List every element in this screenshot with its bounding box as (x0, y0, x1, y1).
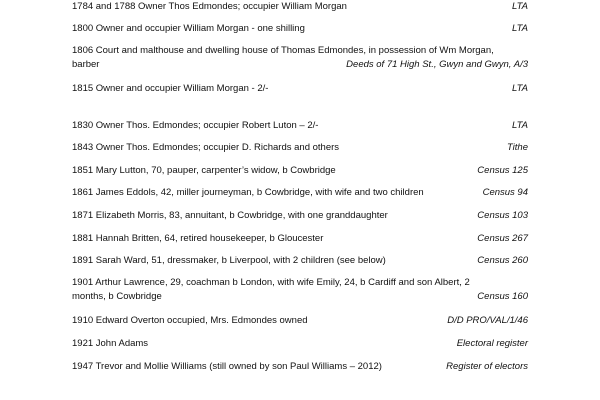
entry-text: 1910 Edward Overton occupied, Mrs. Edmondes owned (72, 315, 308, 326)
entry-source: Tithe (506, 142, 528, 153)
entry-1871 (72, 209, 528, 223)
entry-1851 (72, 164, 528, 178)
entry-1800 (72, 22, 528, 36)
entry-text: 1891 Sarah Ward, 51, dressmaker, b Liverpool, with 2 children (see below) (72, 255, 386, 266)
entry-1881 (72, 232, 528, 246)
entry-1861 (72, 186, 528, 200)
entry-source: LTA (511, 1, 528, 12)
entry-text-continued: months, b Cowbridge (72, 291, 162, 302)
entry-source: Census 160 (477, 291, 528, 302)
entry-text: 1815 Owner and occupier William Morgan - 2/- (72, 83, 269, 94)
entry-1947 (72, 360, 528, 374)
entry-text: 1830 Owner Thos. Edmondes; occupier Robert Luton – 2/- (72, 120, 319, 131)
entry-text: 1851 Mary Lutton, 70, pauper, carpenter’s widow, b Cowbridge (72, 165, 336, 176)
entry-text: 1784 and 1788 Owner Thos Edmondes; occupier William Morgan (72, 1, 347, 12)
entry-text: 1921 John Adams (72, 338, 149, 349)
entry-source: Register of electors (446, 361, 528, 372)
entry-source: Census 94 (482, 187, 528, 198)
entry-1784 (72, 0, 528, 14)
entry-1830 (72, 119, 528, 133)
entry-1843 (72, 141, 528, 155)
entry-source: D/D PRO/VAL/1/46 (447, 315, 528, 326)
entry-text: 1861 James Eddols, 42, miller journeyman, b Cowbridge, with wife and two children (72, 187, 424, 198)
entry-text: 1947 Trevor and Mollie Williams (still owned by son Paul Williams – 2012) (72, 361, 382, 372)
entry-1815 (72, 82, 528, 96)
entry-source: Census 260 (477, 255, 528, 266)
entry-text: 1881 Hannah Britten, 64, retired housekeeper, b Gloucester (72, 233, 324, 244)
entry-text: 1800 Owner and occupier William Morgan - one shilling (72, 23, 305, 34)
entry-1910 (72, 314, 528, 328)
entry-text: 1871 Elizabeth Morris, 83, annuitant, b Cowbridge, with one granddaughter (72, 210, 388, 221)
entry-source: Census 125 (477, 165, 528, 176)
entry-text: 1901 Arthur Lawrence, 29, coachman b London, with wife Emily, 24, b Cardiff and son Albert, 2 (72, 277, 470, 288)
entry-1901 (72, 276, 528, 304)
entry-source: Electoral register (456, 338, 528, 349)
entry-source: Deeds of 71 High St., Gwyn and Gwyn, A/3 (346, 59, 528, 70)
entry-1806 (72, 44, 528, 72)
entry-1891 (72, 254, 528, 268)
entry-text: 1843 Owner Thos. Edmondes; occupier D. Richards and others (72, 142, 340, 153)
entry-source: Census 103 (477, 210, 528, 221)
entry-1921 (72, 337, 528, 351)
entry-source: LTA (511, 83, 528, 94)
entry-source: LTA (511, 120, 528, 131)
entry-source: Census 267 (477, 233, 528, 244)
entry-text-continued: barber (72, 59, 100, 70)
entry-source: LTA (511, 23, 528, 34)
entry-text: 1806 Court and malthouse and dwelling house of Thomas Edmondes, in possession of Wm Morgan, (72, 45, 494, 56)
